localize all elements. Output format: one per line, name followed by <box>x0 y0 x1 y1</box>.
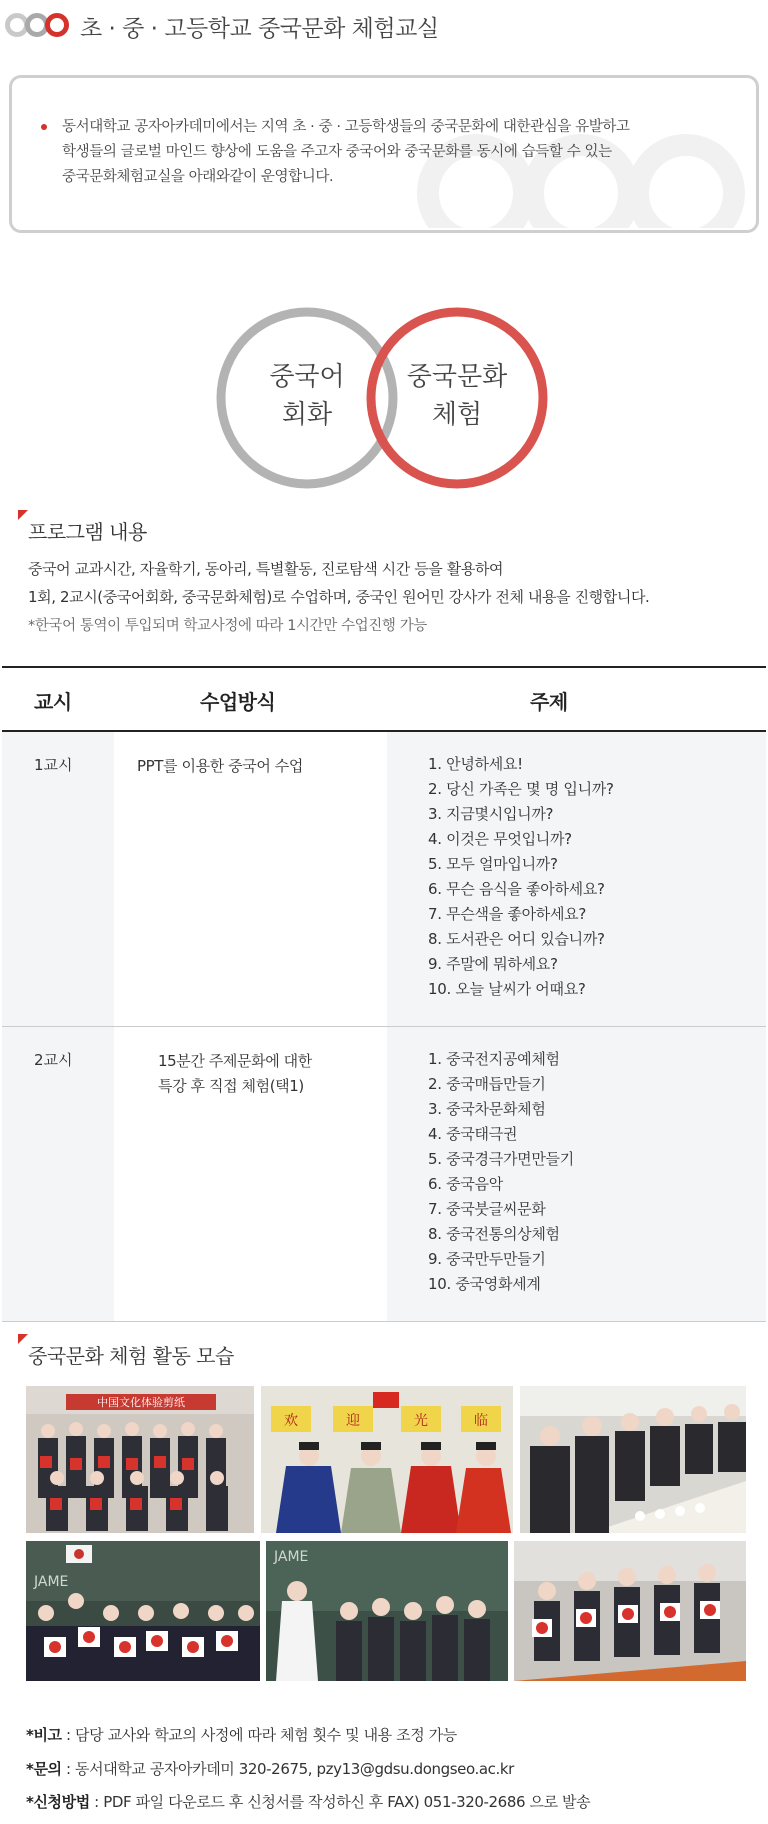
row-method-line-1: PPT를 이용한 중국어 수업 <box>137 757 303 775</box>
taichi-photo-image <box>266 1541 508 1681</box>
topic-item: 7. 무슨색을 좋아하세요? <box>428 905 587 923</box>
row-method <box>137 754 303 779</box>
welcome-char-3: 光 <box>414 1413 428 1429</box>
footer-contact-text: : 동서대학교 공자아카데미 320-2675, pzy13@gdsu.dongseo.ac.kr <box>61 1760 514 1778</box>
footer-contact-label: *문의 <box>26 1760 62 1778</box>
program-desc-line-1: 중국어 교과시간, 자율학기, 동아리, 특별활동, 진로탐색 시간 등을 활용하여 <box>28 560 504 578</box>
table-row <box>2 1027 766 1322</box>
welcome-char-1: 欢 <box>284 1413 298 1429</box>
topic-item: 5. 중국경극가면만들기 <box>428 1150 574 1168</box>
venn-diagram <box>200 300 570 500</box>
footer-contact <box>26 1758 514 1779</box>
venn-right-label <box>397 358 517 434</box>
topic-item: 6. 무슨 음식을 좋아하세요? <box>428 880 605 898</box>
venn-right-line-2: 체험 <box>431 400 483 430</box>
schedule-table <box>2 666 766 1322</box>
footer-apply-label: *신청방법 <box>26 1793 90 1811</box>
program-desc-line-2: 1회, 2교시(중국어회화, 중국문화체험)로 수업하며, 중국인 원어민 강사가 전체 내용을 진행합니다. <box>28 588 650 606</box>
row-period: 1교시 <box>34 756 73 774</box>
topic-item: 5. 모두 얼마입니까? <box>428 855 558 873</box>
activity-photo <box>26 1386 254 1533</box>
paper-cutting-photo-image <box>26 1386 254 1533</box>
program-heading-text: 프로그램 내용 <box>28 520 147 544</box>
topic-item: 8. 도서관은 어디 있습니까? <box>428 930 605 948</box>
topic-item: 2. 중국매듭만들기 <box>428 1075 546 1093</box>
costume-photo-image <box>261 1386 513 1533</box>
th-method: 수업방식 <box>200 690 276 714</box>
page-title: 초 · 중 · 고등학교 중국문화 체험교실 <box>80 16 439 42</box>
topic-item: 1. 안녕하세요! <box>428 755 523 773</box>
footer-apply-text: : PDF 파일 다운로드 후 신청서를 작성하신 후 FAX) 051-320-2686 으로 발송 <box>89 1793 591 1811</box>
topic-item: 3. 지금몇시입니까? <box>428 805 554 823</box>
classroom-photo-image <box>514 1541 746 1681</box>
topic-item: 1. 중국전지공예체험 <box>428 1050 560 1068</box>
gallery-heading-text: 중국문화 체험 활동 모습 <box>28 1344 234 1368</box>
banner-1-text: 中国文化体验剪纸 <box>97 1396 185 1409</box>
topic-item: 8. 중국전통의상체험 <box>428 1225 560 1243</box>
activity-photo <box>261 1386 513 1533</box>
topic-item: 9. 중국만두만들기 <box>428 1250 546 1268</box>
table-row <box>2 732 766 1027</box>
welcome-char-2: 迎 <box>346 1413 360 1429</box>
period-cell <box>2 732 114 1026</box>
topic-item: 2. 당신 가족은 몇 명 입니까? <box>428 780 614 798</box>
program-heading <box>20 516 147 545</box>
footer-note <box>26 1724 457 1745</box>
activity-photo <box>520 1386 746 1533</box>
footer-apply <box>26 1791 590 1812</box>
three-circles-logo-icon <box>4 12 74 38</box>
row-method <box>158 1049 312 1099</box>
row-period: 2교시 <box>34 1051 73 1069</box>
row-method-line-1: 15분간 주제문화에 대한 <box>158 1052 312 1070</box>
papercut-class-photo-image <box>26 1541 260 1681</box>
footer-note-text: : 담당 교사와 학교의 사정에 따라 체험 횟수 및 내용 조정 가능 <box>61 1726 457 1744</box>
row-method-line-2: 특강 후 직접 체험(택1) <box>158 1077 304 1095</box>
topic-item: 7. 중국붓글씨문화 <box>428 1200 546 1218</box>
intro-line-2: 학생들의 글로벌 마인드 향상에 도움을 주고자 중국어와 중국문화를 동시에 습득할 수 있는 <box>62 144 612 160</box>
topic-list <box>428 1047 574 1297</box>
intro-box <box>9 75 759 233</box>
program-note: *한국어 통역이 투입되며 학교사정에 따라 1시간만 수업진행 가능 <box>28 618 427 634</box>
bullet-icon <box>41 124 47 130</box>
board-text: JAME <box>274 1549 309 1565</box>
intro-line-1: 동서대학교 공자아카데미에서는 지역 초 · 중 · 고등학생들의 중국문화에 대한관심을 유발하고 <box>62 119 630 135</box>
dumpling-photo-image <box>520 1386 746 1533</box>
th-topic: 주제 <box>530 690 568 714</box>
period-cell <box>2 1027 114 1321</box>
venn-left-line-1: 중국어 <box>269 362 345 392</box>
venn-left-line-2: 회화 <box>281 400 333 430</box>
page-header <box>0 0 768 50</box>
venn-right-line-1: 중국문화 <box>406 362 508 392</box>
intro-line-3: 중국문화체험교실을 아래와같이 운영합니다. <box>62 169 334 185</box>
corner-mark-icon <box>18 1334 28 1344</box>
activity-photo <box>266 1541 508 1681</box>
topic-item: 4. 이것은 무엇입니까? <box>428 830 572 848</box>
activity-photo <box>26 1541 260 1681</box>
topic-item: 10. 오늘 날씨가 어때요? <box>428 980 586 998</box>
topic-list <box>428 752 614 1002</box>
welcome-char-4: 临 <box>474 1413 488 1429</box>
topic-item: 10. 중국영화세계 <box>428 1275 541 1293</box>
table-header <box>2 666 766 732</box>
venn-left-label <box>257 358 357 434</box>
activity-photo <box>514 1541 746 1681</box>
topic-item: 4. 중국태극권 <box>428 1125 518 1143</box>
topic-item: 6. 중국음악 <box>428 1175 503 1193</box>
topic-item: 9. 주말에 뭐하세요? <box>428 955 558 973</box>
board-text: JAME <box>34 1574 69 1590</box>
topic-item: 3. 중국차문화체험 <box>428 1100 546 1118</box>
th-period: 교시 <box>34 690 72 714</box>
gallery-heading <box>20 1340 234 1369</box>
corner-mark-icon <box>18 510 28 520</box>
footer-note-label: *비고 <box>26 1726 62 1744</box>
